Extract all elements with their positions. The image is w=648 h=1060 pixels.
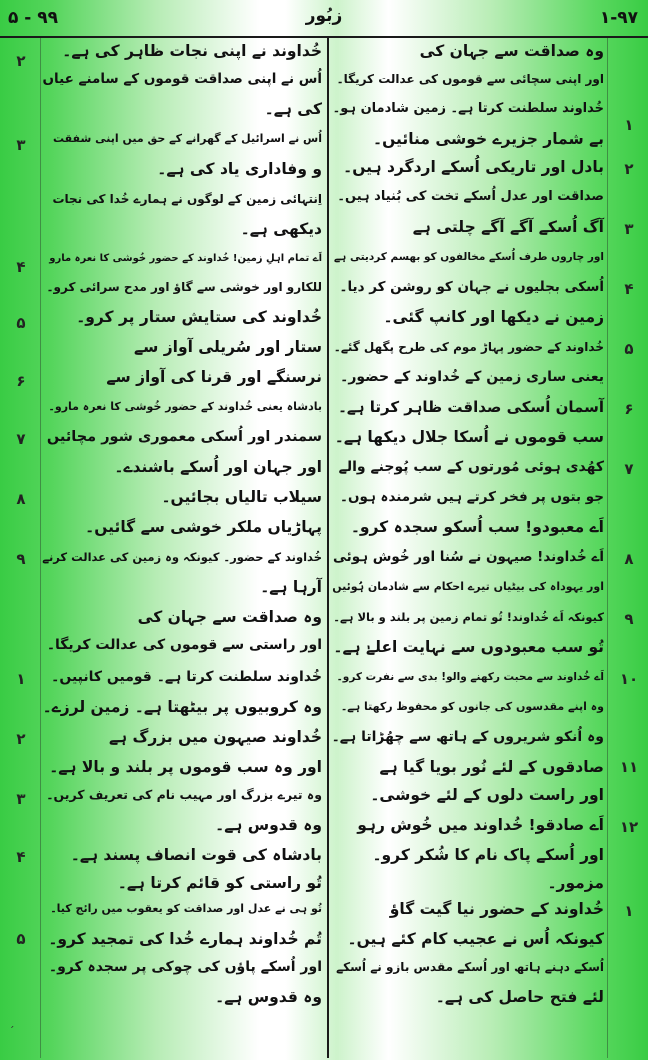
verse-line: اُسکے دہنے ہاتھ اور اُسکے مقدس بازو نے اُسکے: [336, 960, 604, 974]
verse-number: ۴: [624, 280, 634, 298]
verse-line: اور اُسکے پاؤں کی چوکی پر سجدہ کرو۔: [48, 959, 322, 975]
verse-number: ۵: [624, 340, 634, 358]
verse-number: ۹: [16, 550, 26, 568]
verse-line: وہ اُنکو شریروں کے ہاتھ سے چھُڑاتا ہے۔: [331, 729, 604, 745]
verse-line: اور راست دلوں کے لئے خوشی۔: [370, 786, 604, 804]
verse-line: خُداوند کے حضور پہاڑ موم کی طرح پگھل گئے۔: [333, 340, 604, 354]
verse-line: سب قوموں نے اُسکا جلال دیکھا ہے۔: [334, 428, 604, 446]
verse-line: اُس نے اپنی صداقت قوموں کے سامنے عیاں: [42, 71, 322, 87]
verse-line: آگ اُسکے آگے آگے چلتی ہے: [412, 218, 604, 236]
verse-line: اور راستی سے قوموں کی عدالت کریگا۔: [46, 637, 322, 653]
verse-line: اور چاروں طرف اُسکے مخالفوں کو بھسم کردیتی ہے: [334, 251, 604, 263]
verse-number: ۱: [16, 670, 26, 688]
left-margin-rule: [40, 38, 41, 1058]
verse-line: صداقت اور عدل اُسکے تخت کی بُنیاد ہیں۔: [337, 189, 604, 204]
verse-line: زمین نے دیکھا اور کانپ گئی۔: [383, 308, 604, 326]
verse-line: بادشاہ یعنی خُداوند کے حضور خُوشی کا نعرہ مارو۔: [48, 400, 322, 413]
column-divider: [327, 38, 329, 1058]
verse-line: یعنی ساری زمین کے خُداوند کے حضور۔: [340, 369, 604, 385]
corner-mark: ׳: [10, 1022, 15, 1035]
verse-line: اِنتہائی زمین کے لوگوں نے ہمارے خُدا کی نجات: [52, 192, 322, 206]
verse-number: ۳: [16, 136, 26, 154]
verse-number: ۱۰: [619, 670, 639, 688]
verse-line: وہ اپنے مقدسوں کی جانوں کو محفوظ رکھتا ہے۔: [340, 700, 604, 713]
verse-line: اور اُسکے پاک نام کا شُکر کرو۔: [372, 846, 604, 864]
verse-line: وہ تیرے بزرگ اور مہیب نام کی تعریف کریں۔: [46, 787, 322, 802]
verse-line: و وفاداری یاد کی ہے۔: [157, 160, 322, 178]
verse-line: اور یہوداہ کی بیٹیاں تیرے احکام سے شادمان ہُوئیں: [332, 580, 604, 593]
verse-number: ۲: [16, 730, 26, 748]
verse-number: ۷: [624, 460, 634, 478]
verse-number: ۶: [624, 400, 634, 418]
verse-line: اَے صادقو! خُداوند میں خُوش رہو: [357, 816, 604, 834]
verse-line: خُداوند سلطنت کرتا ہے۔ زمین شادمان ہو۔: [332, 101, 604, 116]
verse-line: اَے معبودو! سب اُسکو سجدہ کرو۔: [350, 518, 604, 536]
verse-line: سمندر اور اُسکی معموری شور مچائیں: [46, 429, 322, 445]
verse-line: دیکھی ہے۔: [240, 220, 322, 238]
verse-line: خُداوند نے اپنی نجات ظاہر کی ہے۔: [62, 42, 322, 60]
verse-number: ۲: [624, 160, 634, 178]
verse-line: وہ کروبیوں پر بیٹھتا ہے۔ زمین لرزے۔: [42, 698, 322, 716]
verse-number: ۷: [16, 430, 26, 448]
verse-number: ۵: [16, 930, 26, 948]
verse-line: کی ہے۔: [264, 100, 322, 118]
verse-line: کھُدی ہوئی مُورتوں کے سب پُوجنے والے: [338, 459, 604, 475]
verse-line: ستار اور سُریلی آواز سے: [134, 338, 322, 356]
verse-number: ۴: [16, 258, 26, 276]
verse-line: وہ قدوس ہے۔: [215, 816, 322, 834]
verse-line: للکارو اور خوشی سے گاؤ اور مدح سرائی کرو۔: [46, 280, 322, 294]
verse-line: اَے خُداوند سے محبت رکھنے والو! بدی سے نفرت کرو۔: [336, 671, 604, 683]
verse-line: اُسکی بجلیوں نے جہان کو روشن کر دیا۔: [339, 279, 604, 295]
verse-line: جو بتوں پر فخر کرتے ہیں شرمندہ ہوں۔: [340, 489, 604, 505]
verse-number: ۶: [16, 372, 26, 390]
verse-line: بادل اور تاریکی اُسکے اردگرد ہیں۔: [343, 158, 604, 176]
verse-line: بادشاہ کی قوت انصاف پسند ہے۔: [70, 846, 322, 864]
verse-line: تُم خُداوند ہمارے خُدا کی تمجید کرو۔: [48, 930, 322, 948]
verse-line: خُداوند کے حضور نیا گیت گاؤ: [389, 900, 604, 918]
verse-line: تُو ہی نے عدل اور صداقت کو یعقوب میں رائج کیا۔: [50, 902, 322, 915]
verse-line: خُداوند کے حضور۔ کیونکہ وہ زمین کی عدالت کرنے: [42, 550, 322, 564]
verse-line: اَے خُداوند! صیہون نے سُنا اور خُوش ہوئی: [332, 549, 604, 565]
verse-number: ۱۱: [619, 758, 639, 776]
verse-line: کیونکہ اَے خُداوند! تُو تمام زمین پر بلند و بالا ہے۔: [333, 610, 604, 624]
verse-line: پہاڑیاں ملکر خوشی سے گائیں۔: [85, 518, 322, 536]
verse-line: بے شمار جزیرے خوشی منائیں۔: [373, 130, 604, 148]
verse-line: اُس نے اسرائیل کے گھرانے کے حق میں اپنی شفقت: [52, 132, 322, 145]
verse-line: اور وہ سب قوموں پر بلند و بالا ہے۔: [49, 758, 322, 776]
verse-line: خُداوند سلطنت کرتا ہے۔ قومیں کانپیں۔: [51, 669, 322, 685]
verse-line: وہ صداقت سے جہان کی: [137, 608, 322, 626]
book-title: زبُور: [305, 6, 343, 26]
verse-line: لئے فتح حاصل کی ہے۔: [435, 988, 604, 1006]
verse-line: آرہا ہے۔: [260, 578, 322, 596]
verse-number: ۳: [624, 220, 634, 238]
verse-line: سیلاب تالیاں بجائیں۔: [161, 488, 322, 506]
chapter-range-right: ۱-۹۷: [599, 8, 638, 28]
verse-line: خُداوند کی ستایش ستار پر کرو۔: [76, 308, 322, 326]
verse-line: مزمور۔: [547, 874, 604, 892]
verse-number: ۲: [16, 52, 26, 70]
verse-number: ۱: [624, 902, 634, 920]
verse-line: اور اپنی سچائی سے قوموں کی عدالت کریگا۔: [336, 72, 604, 86]
verse-line: اور جہان اور اُسکے باشندے۔: [114, 458, 322, 476]
verse-line: تُو سب معبودوں سے نہایت اعلےٰ ہے۔: [333, 638, 604, 656]
verse-number: ۱: [624, 116, 634, 134]
right-margin-rule: [607, 38, 608, 1058]
verse-line: اَے تمام اہلِ زمین! خُداوند کے حضور خُوشی کا نعرہ مارو: [49, 253, 322, 264]
verse-line: آسمان اُسکی صداقت ظاہر کرتا ہے۔: [338, 398, 604, 416]
verse-line: نرسنگے اور قرنا کی آواز سے: [106, 368, 322, 386]
verse-line: خُداوند صیہون میں بزرگ ہے: [108, 728, 322, 746]
verse-line: وہ صداقت سے جہان کی: [419, 42, 604, 60]
verse-number: ۸: [16, 490, 26, 508]
verse-number: ۳: [16, 790, 26, 808]
page-header: [0, 0, 648, 38]
chapter-range-left: ۵ - ۹۹: [8, 8, 59, 28]
verse-line: وہ قدوس ہے۔: [215, 988, 322, 1006]
verse-line: تُو راستی کو قائم کرتا ہے۔: [117, 874, 322, 892]
verse-number: ۴: [16, 848, 26, 866]
verse-line: کیونکہ اُس نے عجیب کام کئے ہیں۔: [347, 930, 604, 948]
verse-number: ۱۲: [619, 818, 639, 836]
verse-number: ۹: [624, 610, 634, 628]
verse-number: ۵: [16, 314, 26, 332]
verse-line: صادقوں کے لئے نُور بویا گیا ہے: [379, 758, 604, 776]
verse-number: ۸: [624, 550, 634, 568]
